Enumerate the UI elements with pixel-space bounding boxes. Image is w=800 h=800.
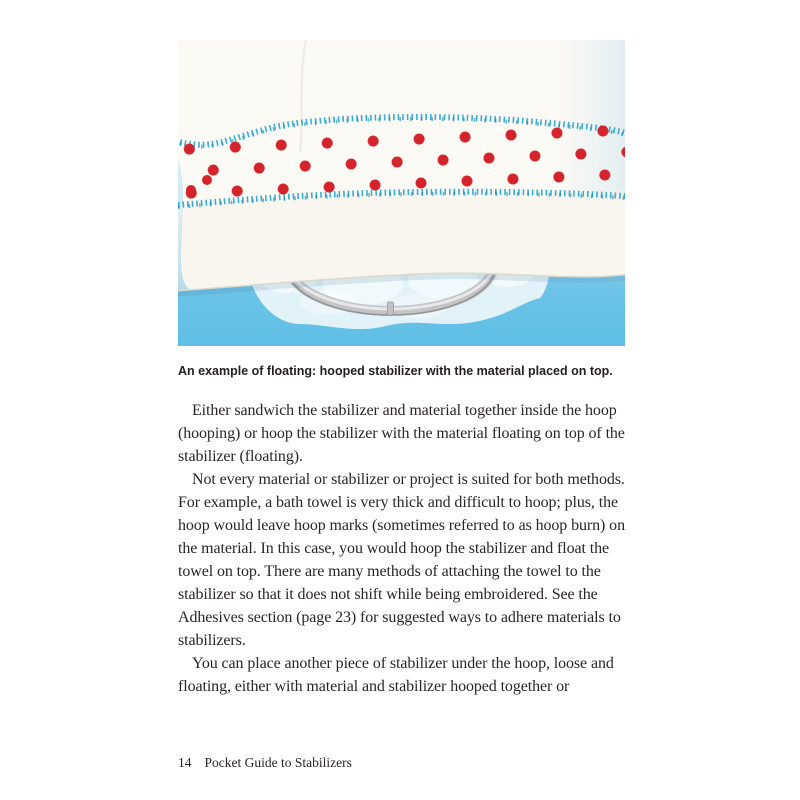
paragraph-bath-towel-example: Not every material or stabilizer or project is suited for both methods. For example, a bath towel is very thick and difficult to hoop; plus, the hoop would leave hoop marks (sometimes referred to as hoop burn) on the material. In this case, you would hoop the stabilizer and float the towel on top. There are many methods of attaching the towel to the stabilizer so that it does not shift while being embroidered. See the Adhesives section (page 23) for suggested ways to adhere materials to stabilizers. <box>178 471 625 649</box>
photo-illustration <box>178 40 625 346</box>
photo-caption: An example of floating: hooped stabilizer with the material placed on top. <box>178 364 613 378</box>
body-text <box>178 399 633 698</box>
page-footer <box>178 755 630 771</box>
photo-figure <box>178 40 625 346</box>
book-title: Pocket Guide to Stabilizers <box>204 755 352 770</box>
paragraph-hooping-vs-floating: Either sandwich the stabilizer and material together inside the hoop (hooping) or hoop the stabilizer with the material floating on top of the stabilizer (floating). <box>178 402 625 465</box>
hoop-clip <box>388 302 394 315</box>
page-number: 14 <box>178 755 192 770</box>
paragraph-extra-stabilizer: You can place another piece of stabilizer under the hoop, loose and floating, either with material and stabilizer hooped together or <box>178 655 614 695</box>
